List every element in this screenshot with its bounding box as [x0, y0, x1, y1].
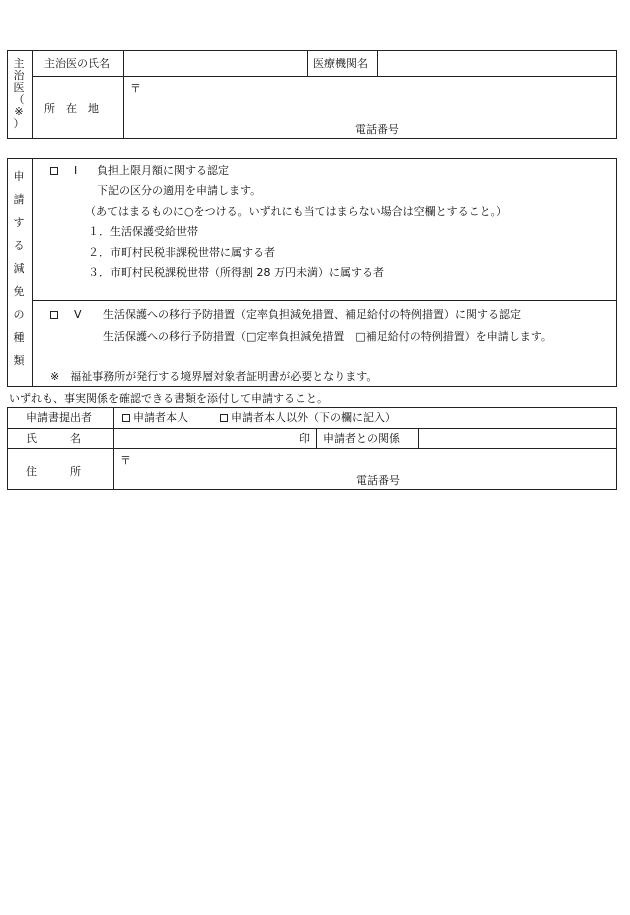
physician-institution-divider-left	[307, 50, 308, 76]
section1-numeral: Ⅰ	[74, 164, 78, 177]
submitter-other-label: 申請者本人以外（下の欄に記入）	[231, 411, 396, 424]
reduction-side-label-char: 類	[13, 354, 25, 367]
relation-divider	[418, 428, 419, 448]
submitter-label: 申請書提出者	[26, 411, 92, 424]
section1-option-1[interactable]: １．生活保護受給世帯	[88, 225, 198, 238]
section2-note: ※ 福祉事務所が発行する境界層対象者証明書が必要となります。	[50, 370, 378, 383]
physician-side-label-char: ）	[13, 117, 25, 130]
submitter-other-checkbox[interactable]	[220, 414, 228, 422]
section2-line1: 生活保護への移行予防措置（□定率負担減免措置 □補足給付の特例措置）を申請します。	[103, 330, 552, 343]
reduction-side-label-char: 申	[13, 170, 25, 183]
physician-phone-label: 電話番号	[355, 123, 399, 136]
physician-side-divider	[32, 50, 33, 139]
institution-field[interactable]	[384, 58, 609, 70]
relation-field[interactable]	[424, 433, 609, 445]
physician-side-label-char: 医	[13, 81, 25, 94]
submitter-phone-label: 電話番号	[356, 474, 400, 487]
seal-mark: 印	[299, 432, 310, 445]
physician-name-label: 主治医の氏名	[44, 57, 110, 70]
section2-checkbox[interactable]	[50, 311, 58, 319]
physician-name-field[interactable]	[130, 58, 300, 70]
reduction-side-divider	[32, 158, 33, 387]
submitter-self-checkbox[interactable]	[122, 414, 130, 422]
physician-postal-mark: 〒	[130, 82, 141, 95]
section1-line1: 下記の区分の適用を申請します。	[97, 184, 262, 197]
section1-option-2[interactable]: ２．市町村民税非課税世帯に属する者	[88, 246, 275, 259]
physician-label-divider	[123, 50, 124, 139]
physician-address-label: 所 在 地	[44, 102, 99, 115]
physician-side-label-char: （	[13, 93, 25, 106]
reduction-section-divider	[32, 300, 617, 301]
physician-side-label-char: 治	[13, 69, 25, 82]
reduction-side-label-char: す	[13, 216, 25, 229]
reduction-side-label	[9, 171, 29, 378]
section1-title: 負担上限月額に関する認定	[97, 164, 229, 177]
physician-row-divider	[32, 76, 617, 77]
instruction-text: いずれも、事実関係を確認できる書類を添付して申請すること。	[9, 392, 328, 405]
submitter-address-label: 住 所	[26, 465, 81, 478]
reduction-side-label-char: 種	[13, 331, 25, 344]
reduction-side-label-char: る	[13, 239, 25, 252]
submitter-name-label: 氏 名	[26, 432, 81, 445]
physician-institution-divider-right	[377, 50, 378, 76]
physician-side-label-char: ※	[14, 105, 24, 118]
submitter-label-divider	[113, 407, 114, 490]
submitter-postal-mark: 〒	[120, 454, 131, 467]
reduction-side-label-char: 免	[13, 285, 25, 298]
submitter-self-label: 申請者本人	[133, 411, 188, 424]
relation-label: 申請者との関係	[323, 432, 400, 445]
reduction-side-label-char: 請	[13, 193, 25, 206]
section1-option-3[interactable]: ３．市町村民税課税世帯（所得割 28 万円未満）に属する者	[88, 266, 384, 279]
submitter-row1-divider	[7, 428, 617, 429]
reduction-side-label-char: 減	[13, 262, 25, 275]
section1-checkbox[interactable]	[50, 167, 58, 175]
institution-label: 医療機関名	[313, 57, 368, 70]
submitter-row2-divider	[7, 448, 617, 449]
physician-side-label	[9, 58, 29, 130]
section2-numeral: Ⅴ	[74, 308, 82, 321]
section2-title: 生活保護への移行予防措置（定率負担減免措置、補足給付の特例措置）に関する認定	[103, 308, 521, 321]
reduction-side-label-char: の	[13, 308, 25, 321]
section1-line2: （あてはまるものに○をつける。いずれにも当てはまらない場合は空欄とすること。）	[85, 205, 508, 218]
seal-divider	[316, 428, 317, 448]
physician-side-label-char: 主	[13, 57, 25, 70]
